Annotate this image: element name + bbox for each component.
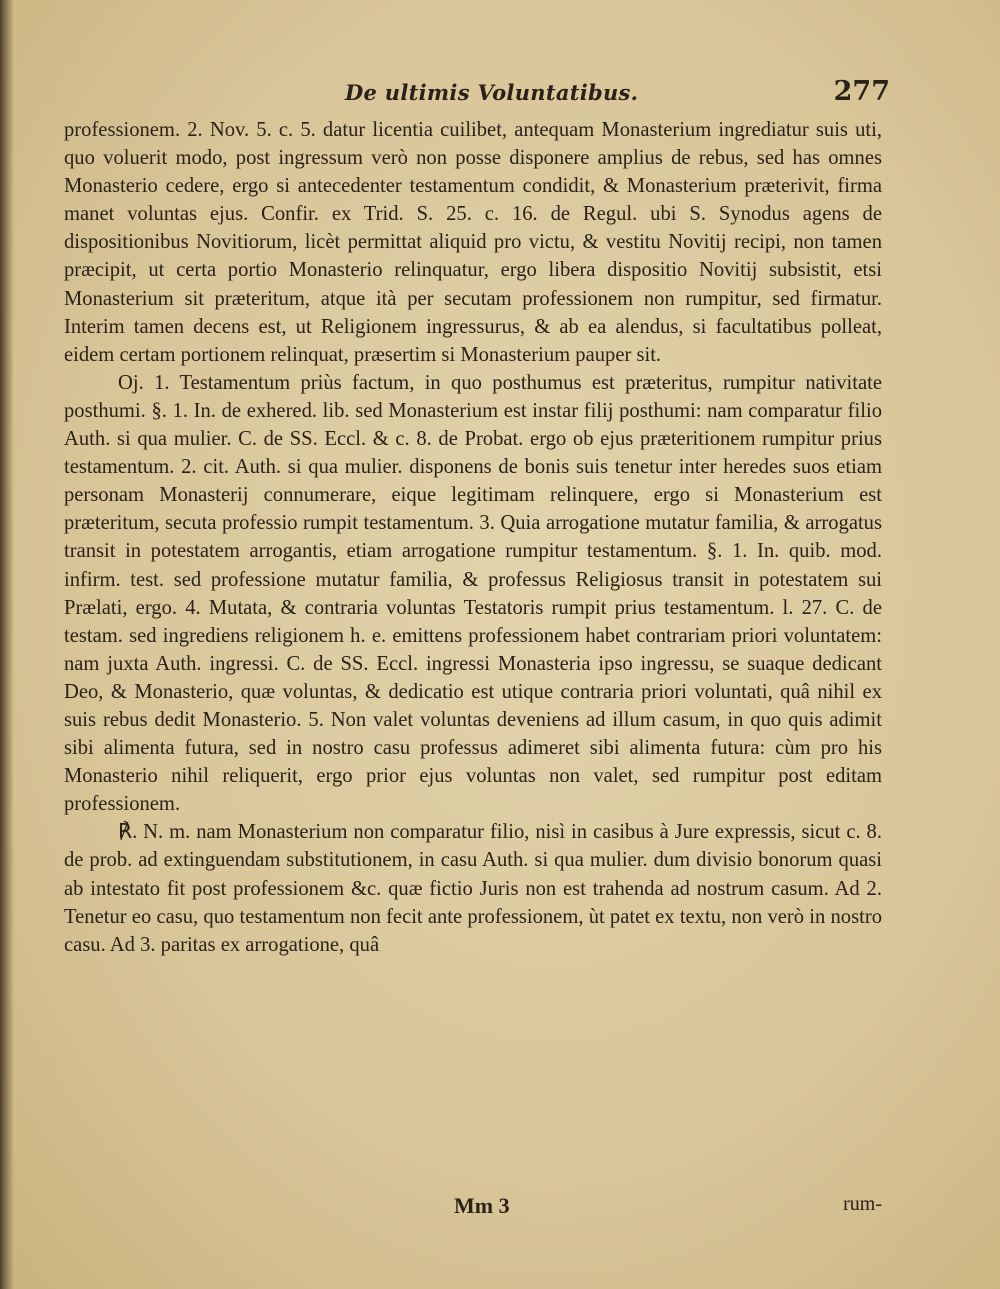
catchword: rum- <box>843 1193 882 1215</box>
paragraph-continuation: professionem. 2. Nov. 5. c. 5. datur licentia cuilibet, antequam Monasterium ingrediatur suis uti, quo voluerit modo, post ingressum verò non posse disponere amplius de rebus, sed has omnes Monasterio cedere, ergo si antecedenter testamentum condidit, & Monasterium præterivit, firma manet voluntas ejus. Confir. ex Trid. S. 25. c. 16. de Regul. ubi S. Synodus agens de dispositionibus Novitiorum, licèt permittat aliquid pro victu, & vestitu Novitij recipi, non tamen præcipit, ut certa portio Monasterio relinquatur, ergo libera dispositio Novitij subsistit, etsi Monasterium sit præteritum, atque ità per secutam professionem non rumpitur, sed firmatur. Interim tamen decens est, ut Religionem ingressurus, & ab ea alendus, si facultatibus polleat, eidem certam portionem relinquat, præsertim si Monasterium pauper sit. <box>64 119 882 366</box>
signature-mark: Mm 3 <box>454 1193 510 1218</box>
page-header <box>60 76 890 120</box>
page-number: 277 <box>833 76 890 107</box>
binding-gutter <box>0 0 14 1289</box>
running-title: De ultimis Voluntatibus. <box>345 80 639 105</box>
paragraph-objections: Oj. 1. Testamentum priùs factum, in quo posthumus est præteritus, rumpitur nativitate posthumi. §. 1. In. de exhered. lib. sed Monasterium est instar filij posthumi: nam comparatur filio Auth. si qua mulier. C. de SS. Eccl. & c. 8. de Probat. ergo ob ejus præteritionem rumpitur prius testamentum. 2. cit. Auth. si qua mulier. disponens de bonis suis tenetur inter heredes suos etiam personam Monasterij connumerare, eique legitimam relinquere, ergo si Monasterium est præteritum, secuta professio rumpit testamentum. 3. Quia arrogatione mutatur familia, & arrogatus transit in potestatem arrogantis, etiam arrogatione rumpitur testamentum. §. 1. In. quib. mod. infirm. test. sed professione mutatur familia, & professus Religiosus transit in potestatem sui Prælati, ergo. 4. Mutata, & contraria voluntas Testatoris rumpit prius testamentum. l. 27. C. de testam. sed ingrediens religionem h. e. emittens professionem habet contrariam priori voluntatem: nam juxta Auth. ingressi. C. de SS. Eccl. ingressi Monasteria ipso ingressu, se suaque dedicant Deo, & Monasterio, quæ voluntas, & dedicatio est utique contraria priori voluntati, quâ nihil ex suis rebus dedit Monasterio. 5. Non valet voluntas deveniens ad illum casum, in quo quis adimit sibi alimenta futura, sed in nostro casu professus adimeret sibi alimenta futura: cùm pro his Monasterio nihil reliquerit, ergo prior ejus voluntas non valet, sed rumpitur post editam professionem. <box>64 371 882 816</box>
paragraph-response: ℟. N. m. nam Monasterium non comparatur filio, nisì in casibus à Jure expressis, sicut c. 8. de prob. ad extinguendam substitutionem, in casu Auth. si qua mulier. dum divisio bonorum quasi ab intestato fit post professionem &c. quæ fictio Juris non est trahenda ad nostrum casum. Ad 2. Tenetur eo casu, quo testamentum non fecit ante professionem, ùt patet ex textu, non verò in nostro casu. Ad 3. paritas ex arrogatione, quâ <box>64 821 882 956</box>
body-text <box>64 116 882 959</box>
page-footer <box>64 1193 882 1227</box>
